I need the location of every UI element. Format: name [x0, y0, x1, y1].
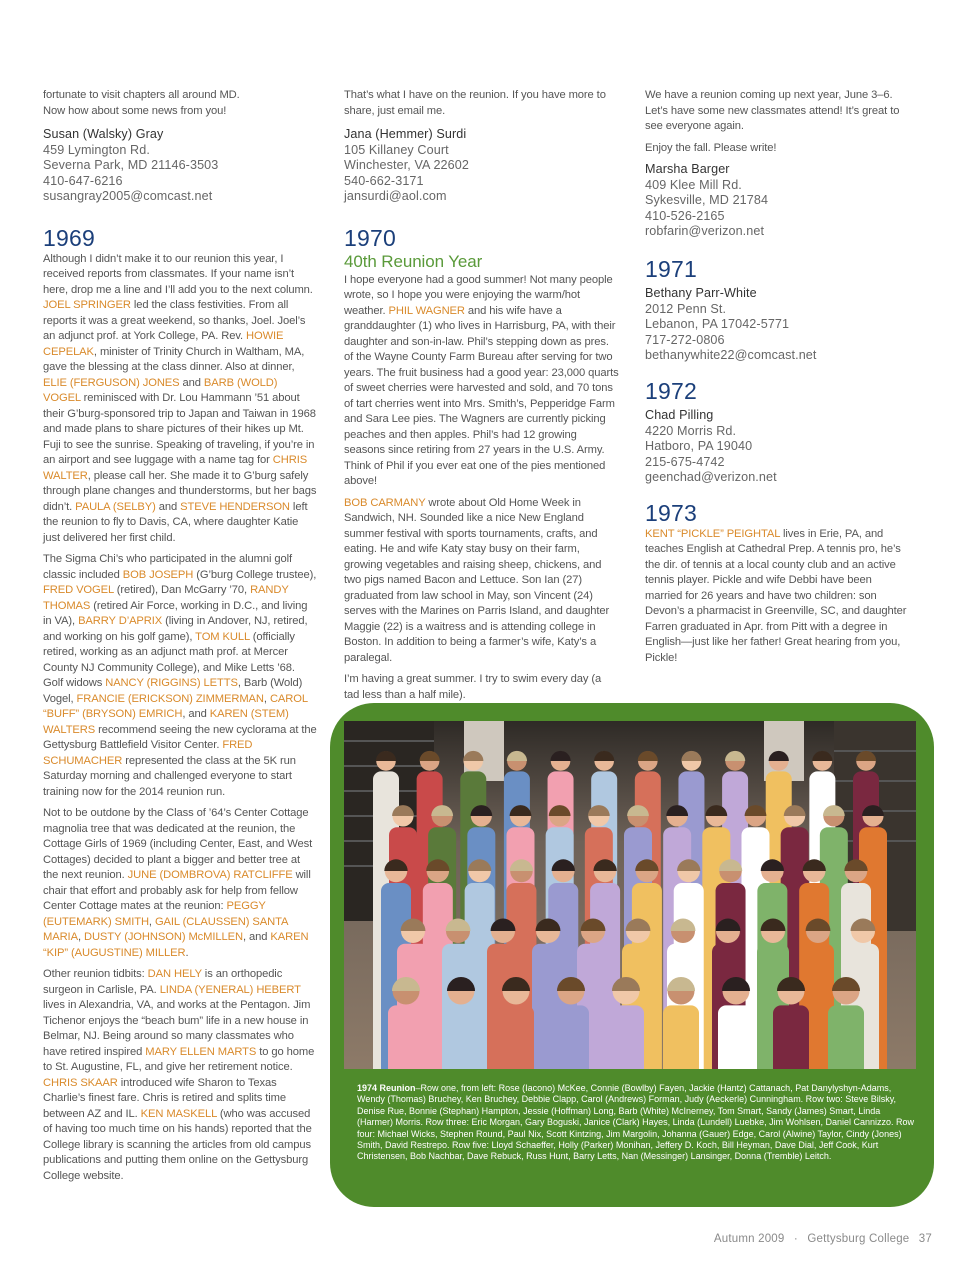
phone: 540-662-3171	[344, 173, 424, 188]
column-3	[645, 88, 910, 672]
correspondent-name: Bethany Parr-White	[645, 285, 757, 300]
text-run: .	[185, 946, 189, 959]
text-run: The Sigma Chi’s who participated in the alumni golf classic included	[43, 553, 293, 581]
col1-body	[43, 252, 318, 1185]
classmate-name: CAROL “BUFF” (BRYSON) EMRICH	[43, 692, 308, 721]
classmate-name: DAN HELY	[147, 968, 202, 981]
address-line: 4220 Morris Rd.	[645, 423, 737, 438]
correspondent-name: Susan (Walsky) Gray	[43, 127, 164, 141]
text-run: ,	[263, 692, 270, 705]
text-run: Other reunion tidbits:	[43, 968, 148, 981]
phone: 215-675-4742	[645, 454, 725, 469]
group-photo-illustration	[344, 721, 916, 1069]
classmate-name: JUNE (DOMBROVA) RATCLIFFE	[127, 869, 293, 882]
text-run: is an orthopedic surgeon in Carlisle, PA.	[43, 968, 283, 996]
text-run: I’m having a great summer. I try to swim every day (a tad less than a half mile).	[344, 673, 602, 701]
text-run: (G’burg College trustee),	[193, 568, 317, 581]
classmate-name: TOM KULL	[195, 630, 250, 643]
col2-intro: That’s what I have on the reunion. If you have more to share, just email me.	[344, 89, 606, 117]
classmate-name: KENT “PICKLE” PEIGHTAL	[645, 527, 780, 540]
person-body	[553, 1005, 589, 1069]
person-body	[388, 1005, 424, 1069]
col1-intro-line: fortunate to visit chapters all around MD.	[43, 89, 240, 101]
phone: 410-647-6216	[43, 173, 123, 188]
classmate-name: GAIL (CLAUSSEN) SANTA MARIA	[43, 915, 288, 944]
text-run: Although I didn’t make it to our reunion this year, I received reports from classmates. If your name isn’t here, drop me a line and I’ll add you to the next column.	[43, 252, 313, 296]
text-run: , and	[182, 708, 210, 721]
address-line: Sykesville, MD 21784	[645, 193, 769, 208]
text-run: , Barb (Wold) Vogel,	[43, 677, 303, 705]
text-run: will chair that effort and probably ask for help from fellow Center Cottage mates at the reunion:	[43, 869, 311, 913]
classmate-name: FRED SCHUMACHER	[43, 739, 253, 767]
classmate-name: STEVE HENDERSON	[180, 500, 290, 513]
reunion-subhead: 40th Reunion Year	[344, 251, 483, 271]
photo-panel	[330, 703, 934, 1207]
email: robfarin@verizon.net	[645, 224, 765, 239]
caption-text: –Row one, from left: Rose (Iacono) McKee, Connie (Bowlby) Fayen, Jackie (Hantz) Cattanach, Pat Danylyshyn-Adams, Wendy (Thomas) Bruchey, Ken Bruchey, Debbie Clapp, Carol (Andrews) Forman, Judy (Aeckerle) Cunningham. Row two: Steve Bilsky, Denise Rue, Bonnie (Stephan) Hampton, Jessie (Hoffman) Long, Barb (White) McInerney, Tom Smart, Sandy (James) Smart, Linda (Harmer) Morris. Row three: Eric Morgan, Gary Boguski, Janice (Clark) Hayes, Linda (Lundell) Luebke, Jim Wohlsen, Daniel Cannizzo. Row four: Michael Wicks, Stephen Round, Paul Nix, Scott Kintzing, Jim Margolin, Johanna (Gauer) Edge, Carol (Alwine) Taylor, Cindy (Jones) Smith, David Restrepo. Row five: Lloyd Schaeffer, Holly (Parker) Monihan, Jeffery D. Koch, Bill Heyman, Dave Dial, Jeff Cook, Kurt Christensen, Bob Nachbar, Dave Rebuck, Russ Hunt, Barry Letts, Nan (Messinger) Lansinger, Donna (Tremble) Leitch.	[357, 1083, 915, 1162]
text-run: wrote about Old Home Week in Sandwich, NH. Sounded like a nice New England summer festival with sports tournaments, crafts, and eating. He and wife Katy stay busy on their farm, growing vegetables and raising sheep, chickens, and two pigs named Bacon and Lettuce. Son Ian (27) graduated from law school in May, son Vincent (24) serves with the Marines on Parris Island, and daughter Maggie (22) is a waitress and is attending college in Boston. In addition to being a farmer’s wife, Katy’s a paralegal.	[344, 496, 610, 664]
text-run: (officially retired, working as an adjunct math prof. at Mercer County NJ Community College), and Mike Letts ’68. Golf widows	[43, 630, 295, 690]
paragraph	[43, 552, 318, 800]
person-body	[608, 1005, 644, 1069]
classmate-name: RANDY THOMAS	[43, 584, 289, 612]
paragraph	[43, 252, 318, 547]
text-run: ,	[148, 915, 155, 928]
person-body	[443, 1005, 479, 1069]
classmate-name: KAREN (STEM) WALTERS	[43, 708, 289, 736]
correspondent-name: Chad Pilling	[645, 407, 714, 422]
classmate-name: NANCY (RIGGINS) LETTS	[105, 677, 238, 690]
text-run: (who was accused of having too much time on his hands) reported that the College library is scanning the articles from old campus publications and putting them online on the Gettysburg College website.	[43, 1107, 312, 1182]
col3-intro: Enjoy the fall. Please write!	[645, 141, 777, 154]
email: susangray2005@comcast.net	[43, 189, 213, 204]
person-body	[718, 1005, 754, 1069]
text-run: ,	[77, 931, 84, 944]
classmate-name: FRANCIE (ERICKSON) ZIMMERMAN	[76, 692, 264, 705]
text-run: represented the class at the 5K run Saturday morning and challenged everyone to start training now for the 2014 reunion run.	[43, 754, 296, 798]
classmate-name: JOEL SPRINGER	[43, 299, 131, 312]
text-run: lives in Alexandria, VA, and works at the Pentagon. Jim Tichenor enjoys the “beach bum” life in a new house in Belmar, NJ. Being around so many classmates who have retired inspired	[43, 999, 311, 1058]
page-footer	[708, 1233, 932, 1245]
col3-address	[645, 162, 910, 240]
email: geenchad@verizon.net	[645, 470, 777, 485]
year-heading-1969: 1969	[43, 224, 95, 251]
person-body	[663, 1005, 699, 1069]
col3-intro: We have a reunion coming up next year, June 3–6. Let’s have some new classmates attend! It’s great to see everyone again.	[645, 89, 900, 132]
classmate-name: ELIE (FERGUSON) JONES	[43, 376, 180, 389]
classmate-name: KAREN “KIP” (AUGUSTINE) MILLER	[43, 931, 309, 959]
classmate-name: CHRIS WALTER	[43, 454, 308, 482]
classmate-name: PAULA (SELBY)	[75, 500, 156, 513]
paragraph	[645, 527, 910, 667]
footer-separator: ·	[793, 1233, 798, 1245]
col1-intro-line: Now how about some news from you!	[43, 104, 227, 117]
classmate-name: CHRIS SKAAR	[43, 1076, 118, 1089]
paragraph	[344, 672, 619, 703]
phone: 410-526-2165	[645, 208, 725, 223]
classmate-name: BOB CARMANY	[344, 496, 426, 509]
text-run: led the class festivities. From all reports it was a great weekend, so thanks, Joel. Joel’s an adjunct prof. at York College, PA. Rev.	[43, 299, 306, 343]
paragraph	[344, 496, 619, 667]
text-run: to go home to St. Augustine, FL, and give her retirement notice.	[43, 1045, 315, 1074]
paragraph	[43, 967, 318, 1184]
text-run: (living in Andover, NJ, retired, and working on his golf game),	[43, 615, 308, 643]
person-body	[773, 1005, 809, 1069]
classmate-name: BARB (WOLD) VOGEL	[43, 376, 278, 405]
phone: 717-272-0806	[645, 332, 725, 347]
year-heading-1972: 1972	[645, 377, 697, 404]
classmate-name: PEGGY (EUTEMARK) SMITH	[43, 900, 266, 928]
classmate-name: BARRY D’APRIX	[78, 615, 163, 628]
classmate-name: BOB JOSEPH	[122, 568, 194, 581]
text-run: recommend seeing the new cyclorama at the Gettysburg Battlefield Visitor Center.	[43, 723, 317, 752]
address-line: Lebanon, PA 17042-5771	[645, 317, 790, 332]
year-heading-1971: 1971	[645, 255, 697, 282]
text-run: and his wife have a granddaughter (1) who lives in Harrisburg, PA, with their daughter and son-in-law. Phil’s stepping down as pres. of the Wayne County Farm Bureau after serving for two years. The fruit business had a good year: 23,000 quarts of sweet cherries were harvested and sold, and 70 tons of tart cherries went into Mrs. Smith’s, Pepperidge Farm and Sara Lee pies. The Wagners are currently picking peaches and then apples. Phil’s had 12 growing seasons since retiring from 27 years in the U.S. Army. Think of Phil if you ever eat one of the pies mentioned above!	[344, 304, 619, 488]
col1-address	[43, 127, 318, 205]
text-run: Not to be outdone by the Class of ’64’s Center Cottage magnolia tree that was dedicated at the reunion, the Cottage Girls of 1969 (including Center, East, and West Cottages) decided to plant a bigger and better tree at the next reunion.	[43, 807, 313, 882]
address-line: 105 Killaney Court	[344, 142, 449, 157]
paragraph	[344, 273, 619, 490]
address-1972	[645, 408, 910, 486]
year-heading-1973: 1973	[645, 499, 697, 526]
text-run: and	[179, 376, 204, 389]
address-line: Winchester, VA 22602	[344, 158, 469, 173]
classmate-name: KEN MASKELL	[140, 1107, 217, 1120]
caption-title: 1974 Reunion	[357, 1083, 416, 1093]
correspondent-name: Jana (Hemmer) Surdi	[344, 127, 467, 141]
address-line: 409 Klee Mill Rd.	[645, 177, 742, 192]
classmate-name: HOWIE CEPELAK	[43, 330, 284, 358]
person-body	[498, 1005, 534, 1069]
address-1971	[645, 286, 910, 364]
col1-intro	[43, 88, 318, 119]
text-run: , please call her. She made it to G’burg safely through plane changes and thunderstorms, but her bags didn’t.	[43, 469, 317, 513]
email: bethanywhite22@comcast.net	[645, 348, 817, 363]
page-number: 37	[918, 1233, 932, 1245]
text-run: lives in Erie, PA, and teaches English at Cathedral Prep. A tennis pro, he’s the dir. of tennis at a local county club and an active tennis player. Pickle and wife Debbi have been married for 26 years and have two children: son Devon’s a pharmacist in Greenville, SC, and daughter Farren graduated in Apr. from Pitt with a degree in English—just like her father! Great hearing from you, Pickle!	[645, 527, 907, 664]
text-run: left the reunion to fly to Davis, CA, where daughter Katie just delivered her first child.	[43, 500, 308, 544]
text-run: (retired), Dan McGarry ’70,	[113, 584, 251, 597]
paragraph	[43, 806, 318, 961]
address-line: 2012 Penn St.	[645, 301, 727, 316]
reunion-group-photo	[344, 721, 916, 1069]
classmate-name: FRED VOGEL	[43, 584, 114, 597]
text-run: , minister of Trinity Church in Waltham, MA, gave the blessing at the class dinner. Also at dinner,	[43, 345, 305, 374]
classmate-name: DUSTY (JOHNSON) McMILLEN	[83, 931, 243, 944]
person-body	[828, 1005, 864, 1069]
column-1	[43, 88, 318, 1190]
address-line: Severna Park, MD 21146-3503	[43, 158, 219, 173]
issue-season: Autumn 2009	[713, 1233, 785, 1245]
classmate-name: MARY ELLEN MARTS	[145, 1045, 257, 1058]
correspondent-name: Marsha Barger	[645, 162, 730, 176]
email: jansurdi@aol.com	[344, 189, 447, 204]
col2-address	[344, 127, 619, 205]
year-heading-1970: 1970	[344, 224, 396, 251]
classmate-name: PHIL WAGNER	[388, 304, 465, 317]
column-2	[344, 88, 619, 709]
publication-name: Gettysburg College	[807, 1233, 910, 1245]
photo-caption	[357, 1083, 917, 1163]
col2-body	[344, 273, 619, 704]
address-line: Hatboro, PA 19040	[645, 439, 753, 454]
text-run: reminisced with Dr. Lou Hammann ’51 about their G’burg-sponsored trip to Japan and Taiwan in 1968 and made plans to share pictures of their hikes up Mt. Fuji to see the sunrise. Speaking of traveling, if you’re in an airport and see luggage with a name tag for	[43, 392, 316, 467]
text-run: introduced wife Sharon to Texas Charlie’s finest fare. Chris is retired and splits time between AZ and IL.	[43, 1076, 286, 1120]
text-run: and	[155, 500, 181, 513]
text-run: I hope everyone had a good summer! Not many people wrote, so I hope you were enjoying the warm/hot weather.	[344, 273, 613, 317]
text-run: , and	[242, 931, 271, 944]
text-run: (retired Air Force, working in D.C., and living in VA),	[43, 599, 308, 628]
address-line: 459 Lymington Rd.	[43, 142, 150, 157]
classmate-name: LINDA (YENERAL) HEBERT	[159, 983, 301, 996]
